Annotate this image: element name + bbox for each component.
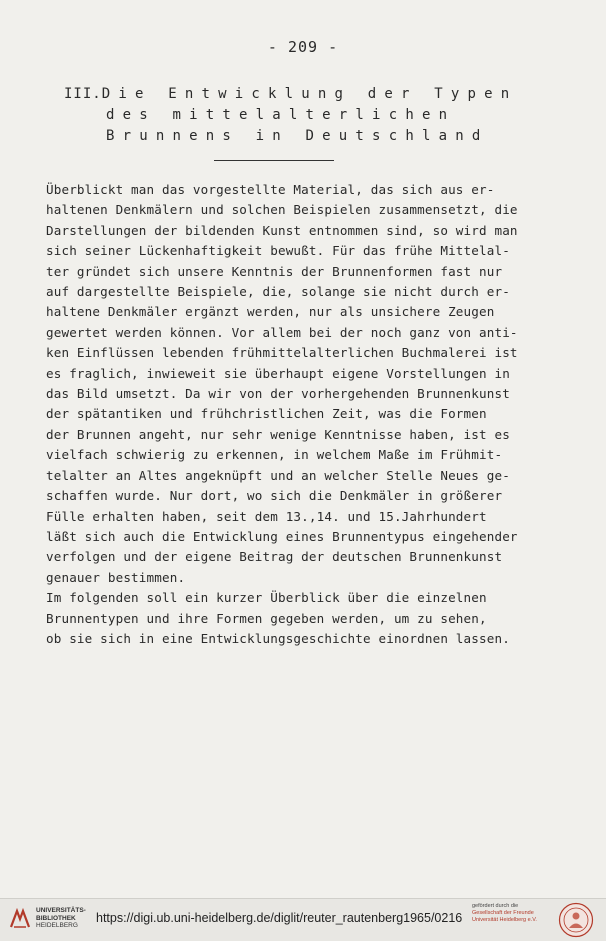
- text-line: läßt sich auch die Entwicklung eines Brunnentypus eingehender: [46, 528, 518, 544]
- sponsor-note: gefördert durch die Gesellschaft der Freunde Universität Heidelberg e.V.: [472, 903, 537, 923]
- text-line: gewertet werden können. Vor allem bei der noch ganz von anti-: [46, 324, 518, 340]
- text-line: ob sie sich in eine Entwicklungsgeschichte einordnen lassen.: [46, 630, 510, 646]
- text-line: ken Einflüssen lebenden frühmittelalterlichen Buchmalerei ist: [46, 345, 518, 361]
- university-seal-icon: [558, 902, 594, 938]
- text-line: Brunnentypen und ihre Formen gegeben werden, um zu sehen,: [46, 610, 487, 626]
- permalink-url[interactable]: https://digi.ub.uni-heidelberg.de/diglit/reuter_rautenberg1965/0216: [96, 911, 463, 925]
- text-line: Darstellungen der bildenden Kunst entnommen sind, so wird man: [46, 222, 518, 238]
- viewer-footer: [0, 898, 606, 941]
- text-line: genauer bestimmen.: [46, 569, 186, 585]
- text-line: haltenen Denkmälern und solchen Beispielen zusammensetzt, die: [46, 202, 518, 218]
- heading-line-2: des mittelalterlichen: [106, 107, 456, 123]
- library-logo-icon: [8, 907, 32, 931]
- text-line: das Bild umsetzt. Da wir von der vorhergehenden Brunnenkunst: [46, 386, 510, 402]
- text-line: ter gründet sich unsere Kenntnis der Brunnenformen fast nur: [46, 263, 503, 279]
- text-line: Fülle erhalten haben, seit dem 13.,14. und 15.Jahrhundert: [46, 508, 487, 524]
- text-line: der spätantiken und frühchristlichen Zeit, was die Formen: [46, 406, 487, 422]
- chapter-heading: [64, 84, 518, 147]
- text-line: telalter an Altes angeknüpft und an welcher Stelle Neues ge-: [46, 467, 510, 483]
- text-line: vielfach schwierig zu erkennen, in welchem Maße im Frühmit-: [46, 447, 503, 463]
- page-number: - 209 -: [267, 38, 339, 56]
- heading-line-1: Die Entwicklung der Typen: [101, 86, 518, 102]
- text-line: auf dargestellte Beispiele, die, solange sie nicht durch er-: [46, 284, 510, 300]
- library-name: UNIVERSITÄTS- BIBLIOTHEK HEIDELBERG: [36, 907, 86, 929]
- text-line: haltene Denkmäler ergänzt werden, nur als unsichere Zeugen: [46, 304, 495, 320]
- text-line: schaffen wurde. Nur dort, wo sich die Denkmäler in größerer: [46, 488, 503, 504]
- chapter-numeral: III.: [64, 86, 102, 102]
- text-line: sich seiner Lückenhaftigkeit bewußt. Für das frühe Mittelal-: [46, 243, 510, 259]
- text-line: der Brunnen angeht, nur sehr wenige Kenntnisse haben, ist es: [46, 426, 510, 442]
- text-line: Im folgenden soll ein kurzer Überblick über die einzelnen: [46, 590, 487, 606]
- heading-line-3: Brunnens in Deutschland: [106, 128, 489, 144]
- heading-divider: [214, 160, 334, 161]
- text-line: es fraglich, inwieweit sie überhaupt eigene Vorstellungen in: [46, 365, 510, 381]
- text-line: Überblickt man das vorgestellte Material, das sich aus er-: [46, 182, 495, 197]
- text-line: verfolgen und der eigene Beitrag der deutschen Brunnenkunst: [46, 549, 503, 565]
- body-text: [46, 180, 552, 649]
